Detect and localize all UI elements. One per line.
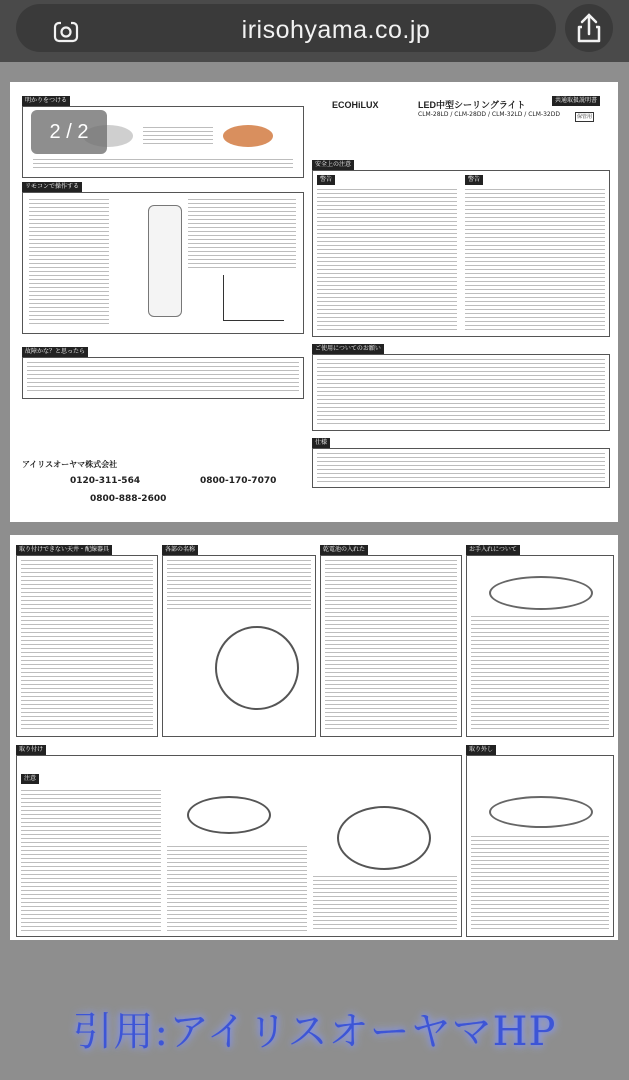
section-header-install: 取り付け bbox=[16, 745, 46, 755]
phone-number-3: 0800-888-2600 bbox=[90, 494, 167, 504]
phone-number-1: 0120-311-564 bbox=[70, 476, 141, 486]
remove-shade-image bbox=[489, 796, 593, 828]
share-icon bbox=[565, 4, 613, 52]
safety-section bbox=[312, 170, 610, 337]
caution-label-install: 注意 bbox=[21, 774, 39, 784]
install-step-adapter-image bbox=[337, 806, 431, 870]
warning-label-2: 警告 bbox=[465, 175, 483, 185]
parts-section bbox=[162, 555, 316, 737]
manual-title: LED中型シーリングライト bbox=[418, 100, 526, 110]
google-lens-icon[interactable] bbox=[52, 18, 80, 46]
remote-control-image bbox=[148, 205, 182, 317]
brand-logo: ECOHiLUX bbox=[332, 100, 379, 110]
manual-page-2 bbox=[10, 535, 618, 940]
address-bar[interactable] bbox=[16, 4, 556, 52]
section-header-parts: 各部の名称 bbox=[162, 545, 198, 555]
section-header-remote: リモコンで操作する bbox=[22, 182, 82, 192]
usage-notes-section bbox=[312, 354, 610, 431]
install-section bbox=[16, 755, 462, 937]
section-header-usage-notes: ご使用についてのお願い bbox=[312, 344, 384, 354]
phone-number-2: 0800-170-7070 bbox=[200, 476, 277, 486]
section-header-spec: 仕様 bbox=[312, 438, 330, 448]
install-step-shade-image bbox=[187, 796, 271, 834]
source-caption: 引用:アイリスオーヤマHP bbox=[72, 1009, 557, 1055]
warning-label-1: 警告 bbox=[317, 175, 335, 185]
care-section bbox=[466, 555, 614, 737]
doc-type-label: 共通取扱説明書 bbox=[552, 96, 600, 106]
section-header-battery: 乾電池の入れた bbox=[320, 545, 368, 555]
model-numbers: CLM-28LD / CLM-28DD / CLM-32LD / CLM-32DD bbox=[418, 111, 560, 118]
remove-section bbox=[466, 755, 614, 937]
shade-care-image bbox=[489, 576, 593, 610]
page-indicator: 2 / 2 bbox=[31, 110, 107, 154]
company-name: アイリスオーヤマ株式会社 bbox=[22, 460, 118, 469]
share-button[interactable] bbox=[565, 4, 613, 52]
section-header-safety: 安全上の注意 bbox=[312, 160, 354, 170]
browser-top-bar bbox=[0, 0, 629, 62]
section-header-uninstallable: 取り付けできない天井・配線器具 bbox=[16, 545, 112, 555]
section-header-care: お手入れについて bbox=[466, 545, 520, 555]
light-shade-diagram bbox=[215, 626, 299, 710]
section-header-remove: 取り外し bbox=[466, 745, 496, 755]
url-text: irisohyama.co.jp bbox=[241, 16, 431, 44]
keep-label: 保管用 bbox=[577, 114, 593, 120]
section-header-light-on: 明かりをつける bbox=[22, 96, 70, 106]
spec-table bbox=[312, 448, 610, 488]
trouble-table bbox=[22, 357, 304, 399]
battery-section bbox=[320, 555, 462, 737]
timer-graph bbox=[223, 275, 284, 321]
ceiling-light-on-image bbox=[223, 125, 273, 147]
remote-section bbox=[22, 192, 304, 334]
section-header-trouble: 故障かな？と思ったら bbox=[22, 347, 88, 357]
uninstallable-section bbox=[16, 555, 158, 737]
